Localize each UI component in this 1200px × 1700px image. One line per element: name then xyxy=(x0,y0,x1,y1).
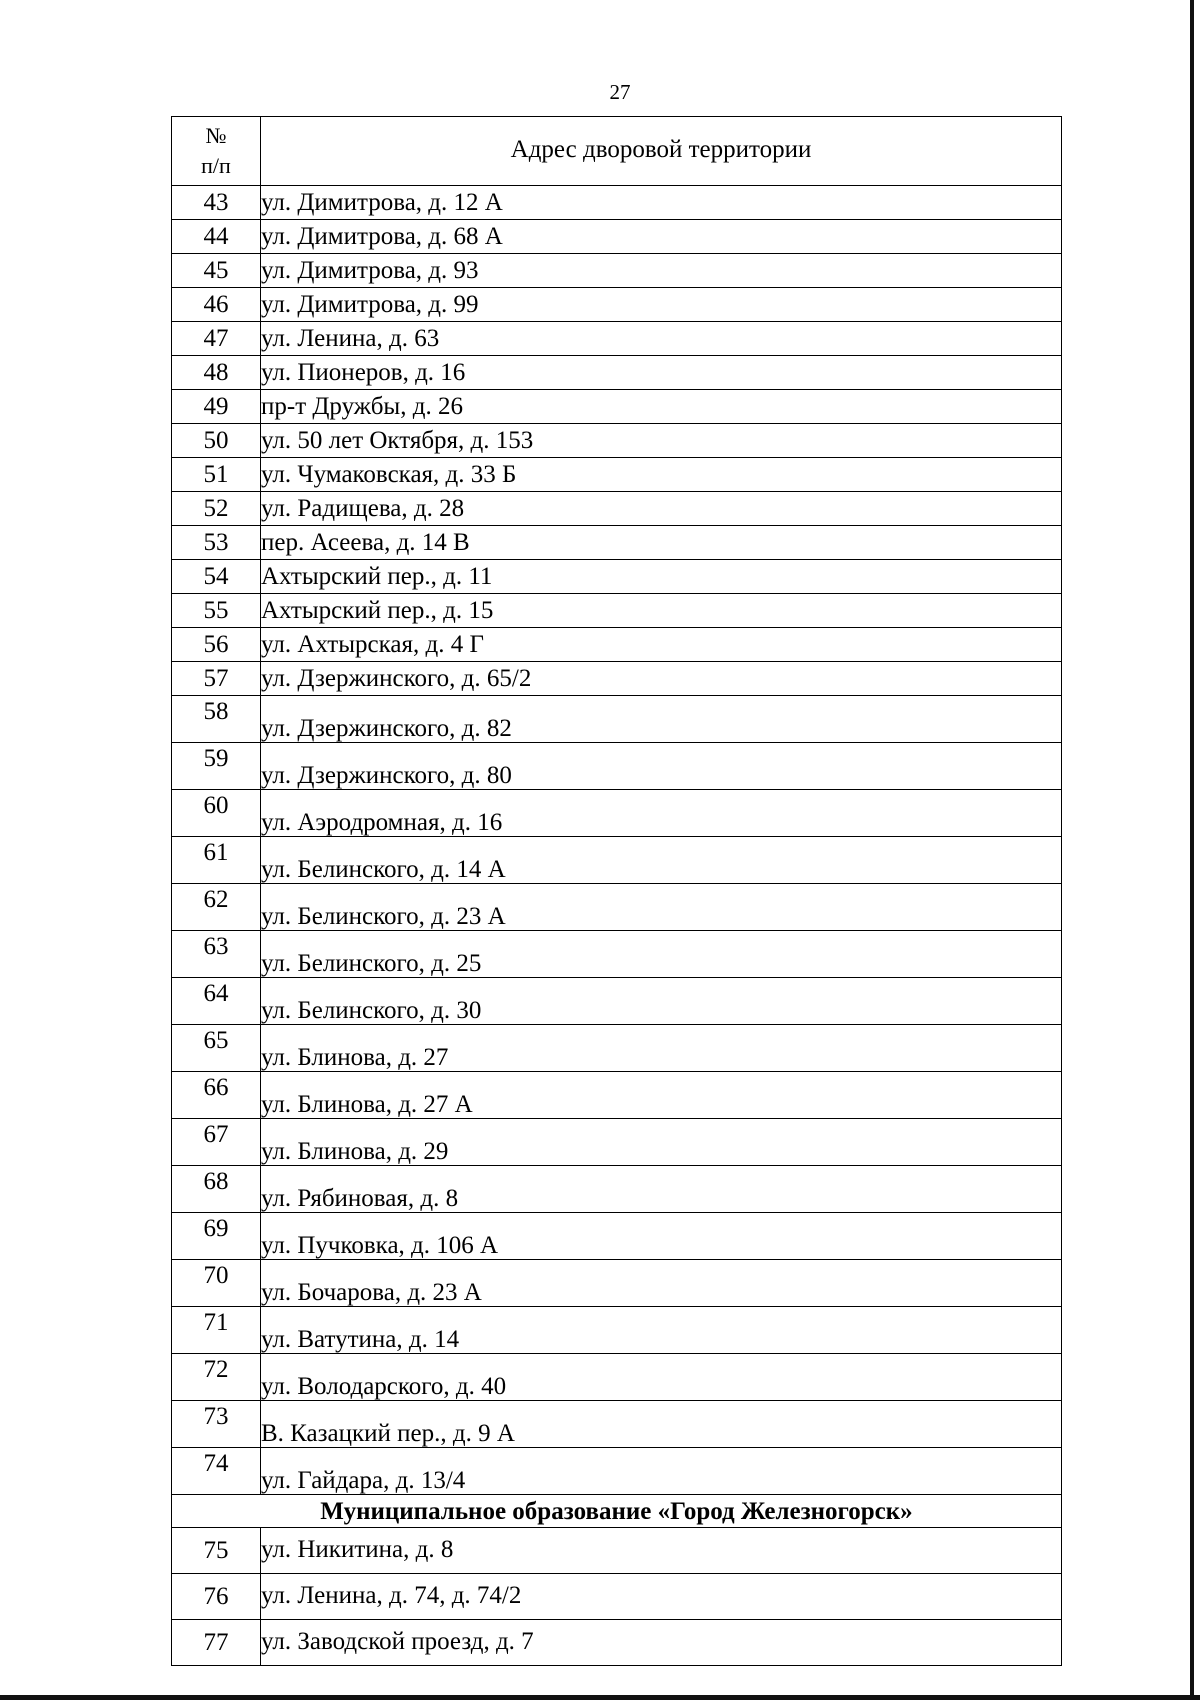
table-row xyxy=(172,1620,1062,1666)
row-address: ул. Рябиновая, д. 8 xyxy=(261,1166,1062,1213)
row-number: 68 xyxy=(172,1166,261,1213)
row-number: 52 xyxy=(172,492,261,526)
table-header-row xyxy=(172,117,1062,186)
table-row xyxy=(172,696,1062,743)
row-address: ул. Чумаковская, д. 33 Б xyxy=(261,458,1062,492)
row-number: 67 xyxy=(172,1119,261,1166)
table-row xyxy=(172,492,1062,526)
row-number: 57 xyxy=(172,662,261,696)
row-address: ул. Димитрова, д. 93 xyxy=(261,254,1062,288)
table-row xyxy=(172,1448,1062,1495)
table-row xyxy=(172,1354,1062,1401)
row-address: ул. Володарского, д. 40 xyxy=(261,1354,1062,1401)
row-address: ул. Пионеров, д. 16 xyxy=(261,356,1062,390)
header-number-line: № xyxy=(205,123,227,148)
row-address: пер. Асеева, д. 14 В xyxy=(261,526,1062,560)
row-number: 71 xyxy=(172,1307,261,1354)
row-address: ул. Дзержинского, д. 82 xyxy=(261,696,1062,743)
row-number: 72 xyxy=(172,1354,261,1401)
row-address: ул. Димитрова, д. 99 xyxy=(261,288,1062,322)
table-row xyxy=(172,1213,1062,1260)
section-title: Муниципальное образование «Город Железногорск» xyxy=(172,1495,1062,1528)
table-row xyxy=(172,526,1062,560)
table-row xyxy=(172,837,1062,884)
row-address: ул. Белинского, д. 25 xyxy=(261,931,1062,978)
page-number: 27 xyxy=(609,80,631,104)
table-row xyxy=(172,662,1062,696)
row-number: 65 xyxy=(172,1025,261,1072)
header-number xyxy=(172,117,261,186)
row-address: ул. Белинского, д. 14 А xyxy=(261,837,1062,884)
table-row xyxy=(172,288,1062,322)
table-row xyxy=(172,424,1062,458)
row-number: 62 xyxy=(172,884,261,931)
table-row xyxy=(172,186,1062,220)
row-address: пр-т Дружбы, д. 26 xyxy=(261,390,1062,424)
row-address: ул. Димитрова, д. 12 А xyxy=(261,186,1062,220)
row-address: В. Казацкий пер., д. 9 А xyxy=(261,1401,1062,1448)
table-row xyxy=(172,628,1062,662)
address-table xyxy=(171,116,1062,1666)
table-row xyxy=(172,560,1062,594)
table-body xyxy=(172,186,1062,1666)
row-number: 76 xyxy=(172,1574,261,1620)
row-address: ул. Ленина, д. 63 xyxy=(261,322,1062,356)
row-address: ул. Заводской проезд, д. 7 xyxy=(261,1620,1062,1666)
header-number-label xyxy=(201,123,231,178)
row-address: ул. Бочарова, д. 23 А xyxy=(261,1260,1062,1307)
row-number: 54 xyxy=(172,560,261,594)
row-number: 51 xyxy=(172,458,261,492)
row-address: ул. Ленина, д. 74, д. 74/2 xyxy=(261,1574,1062,1620)
row-number: 77 xyxy=(172,1620,261,1666)
table-row xyxy=(172,1025,1062,1072)
row-number: 43 xyxy=(172,186,261,220)
scan-edge-bottom xyxy=(0,1695,1200,1700)
row-address: ул. Дзержинского, д. 65/2 xyxy=(261,662,1062,696)
row-number: 63 xyxy=(172,931,261,978)
row-number: 47 xyxy=(172,322,261,356)
row-address: ул. Ватутина, д. 14 xyxy=(261,1307,1062,1354)
row-number: 44 xyxy=(172,220,261,254)
row-number: 73 xyxy=(172,1401,261,1448)
row-address: ул. Пучковка, д. 106 А xyxy=(261,1213,1062,1260)
table-row xyxy=(172,1401,1062,1448)
table-row xyxy=(172,356,1062,390)
row-address: ул. Блинова, д. 27 xyxy=(261,1025,1062,1072)
row-address: Ахтырский пер., д. 11 xyxy=(261,560,1062,594)
row-number: 64 xyxy=(172,978,261,1025)
row-number: 45 xyxy=(172,254,261,288)
row-number: 61 xyxy=(172,837,261,884)
scan-edge-right xyxy=(1190,0,1194,1700)
table-row xyxy=(172,254,1062,288)
table-row xyxy=(172,790,1062,837)
table-row xyxy=(172,390,1062,424)
table-row xyxy=(172,931,1062,978)
table-row xyxy=(172,220,1062,254)
header-number-line: п/п xyxy=(201,153,231,178)
table-row xyxy=(172,1574,1062,1620)
table-row xyxy=(172,1260,1062,1307)
row-address: ул. Радищева, д. 28 xyxy=(261,492,1062,526)
row-address: ул. Белинского, д. 23 А xyxy=(261,884,1062,931)
table-row xyxy=(172,1307,1062,1354)
header-address: Адрес дворовой территории xyxy=(261,117,1062,186)
row-number: 59 xyxy=(172,743,261,790)
row-number: 56 xyxy=(172,628,261,662)
table-row xyxy=(172,978,1062,1025)
table-row xyxy=(172,1528,1062,1574)
row-address: ул. 50 лет Октября, д. 153 xyxy=(261,424,1062,458)
table-row xyxy=(172,1119,1062,1166)
row-number: 66 xyxy=(172,1072,261,1119)
row-address: ул. Аэродромная, д. 16 xyxy=(261,790,1062,837)
row-address: ул. Белинского, д. 30 xyxy=(261,978,1062,1025)
row-address: ул. Дзержинского, д. 80 xyxy=(261,743,1062,790)
table-row xyxy=(172,884,1062,931)
row-address: ул. Блинова, д. 27 А xyxy=(261,1072,1062,1119)
row-number: 50 xyxy=(172,424,261,458)
table-row xyxy=(172,1166,1062,1213)
table-row xyxy=(172,743,1062,790)
table-row xyxy=(172,322,1062,356)
table-row xyxy=(172,458,1062,492)
row-number: 46 xyxy=(172,288,261,322)
section-row xyxy=(172,1495,1062,1528)
row-number: 70 xyxy=(172,1260,261,1307)
row-number: 53 xyxy=(172,526,261,560)
row-address: ул. Ахтырская, д. 4 Г xyxy=(261,628,1062,662)
row-address: ул. Димитрова, д. 68 А xyxy=(261,220,1062,254)
row-number: 55 xyxy=(172,594,261,628)
row-address: Ахтырский пер., д. 15 xyxy=(261,594,1062,628)
table-row xyxy=(172,1072,1062,1119)
table-row xyxy=(172,594,1062,628)
row-number: 69 xyxy=(172,1213,261,1260)
row-number: 58 xyxy=(172,696,261,743)
row-number: 74 xyxy=(172,1448,261,1495)
row-number: 48 xyxy=(172,356,261,390)
row-address: ул. Блинова, д. 29 xyxy=(261,1119,1062,1166)
row-number: 49 xyxy=(172,390,261,424)
row-number: 75 xyxy=(172,1528,261,1574)
row-number: 60 xyxy=(172,790,261,837)
row-address: ул. Никитина, д. 8 xyxy=(261,1528,1062,1574)
row-address: ул. Гайдара, д. 13/4 xyxy=(261,1448,1062,1495)
